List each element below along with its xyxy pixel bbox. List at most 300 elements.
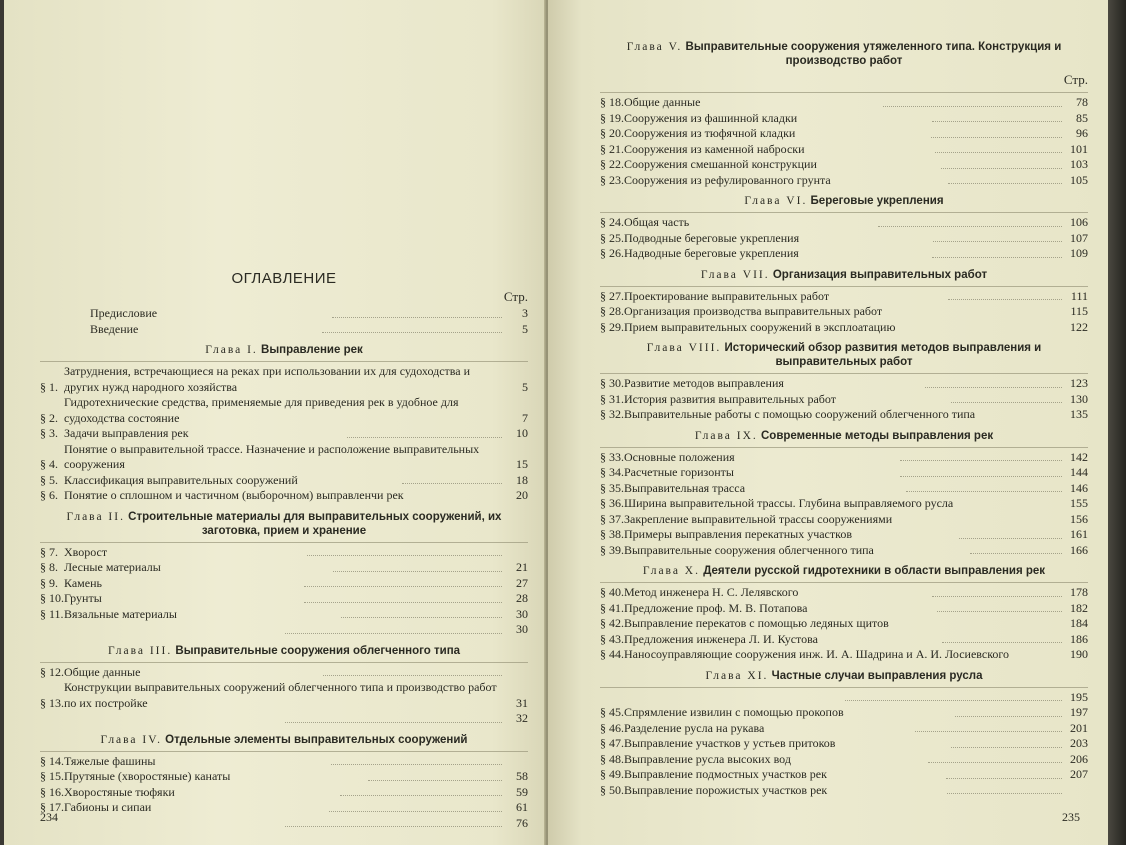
leader-dots bbox=[947, 793, 1062, 794]
leader-dots bbox=[285, 826, 502, 827]
entry-title: Хворостяные тюфяки bbox=[64, 784, 175, 799]
leader-dots bbox=[915, 731, 1062, 732]
entry-page: 59 bbox=[516, 784, 529, 799]
entry-page: 186 bbox=[1070, 631, 1089, 646]
leader-dots bbox=[931, 137, 1062, 138]
section-number: § 20. bbox=[600, 126, 624, 140]
toc-entry bbox=[600, 647, 1088, 663]
chapter-heading bbox=[600, 40, 1088, 68]
divider bbox=[600, 447, 1088, 448]
divider bbox=[40, 361, 528, 362]
toc-entry bbox=[600, 721, 1088, 737]
leader-dots bbox=[948, 299, 1062, 300]
section-number: § 8. bbox=[40, 560, 58, 574]
toc-entry bbox=[600, 142, 1088, 158]
toc-entry bbox=[600, 320, 1088, 336]
right-chapters bbox=[600, 40, 1088, 798]
toc-entry bbox=[600, 173, 1088, 189]
leader-dots bbox=[340, 795, 502, 796]
section-number: § 35. bbox=[600, 480, 624, 495]
toc-entry bbox=[600, 95, 1088, 111]
section-number: § 46. bbox=[600, 720, 624, 735]
section-number: § 33. bbox=[600, 449, 624, 464]
section-number: § 25. bbox=[600, 230, 624, 245]
section-number: § 22. bbox=[600, 157, 624, 171]
toc-entry bbox=[40, 680, 528, 711]
chapter-name: Выправительные сооружения утяжеленного типа. Конструкция и производство работ bbox=[685, 41, 1062, 67]
chapter-name: Исторический обзор развития методов выправления и выправительных работ bbox=[724, 342, 1042, 368]
entry-title: Выправительные работы с помощью сооружений облегченного типа bbox=[624, 407, 976, 421]
divider bbox=[600, 286, 1088, 287]
chapter-name: Частные случаи выправления русла bbox=[771, 669, 983, 682]
page-number-right: 235 bbox=[1062, 810, 1080, 824]
leader-dots bbox=[333, 571, 502, 572]
toc-entry bbox=[600, 111, 1088, 127]
section-number: § 42. bbox=[600, 616, 624, 630]
section-number: § 45. bbox=[600, 705, 624, 719]
entry-page: 18 bbox=[516, 472, 528, 487]
section-number: § 36. bbox=[600, 496, 624, 510]
entry-title: Прием выправительных сооружений в эксплоатацию bbox=[624, 319, 896, 334]
entry-title: Затруднения, встречающиеся на реках при использовании их для судоходства и других нужд народного хозяйства bbox=[64, 364, 471, 394]
entry-title: Введение bbox=[90, 321, 139, 336]
entry-title: Хворост bbox=[64, 544, 108, 559]
toc-entry bbox=[40, 545, 528, 561]
toc-entry bbox=[600, 616, 1088, 632]
leader-dots bbox=[932, 121, 1062, 122]
section-number: § 11. bbox=[40, 606, 64, 621]
entry-page: 195 bbox=[1070, 689, 1088, 704]
leader-dots bbox=[307, 555, 502, 556]
leader-dots bbox=[331, 764, 502, 765]
entry-page: 30 bbox=[516, 606, 528, 621]
entry-page: 109 bbox=[1070, 246, 1089, 260]
entry-page: 96 bbox=[1076, 126, 1089, 140]
section-number: § 17. bbox=[40, 800, 64, 814]
leader-dots bbox=[941, 168, 1062, 169]
chapter-heading bbox=[40, 644, 528, 658]
chapter-label: Глава I. bbox=[205, 344, 258, 356]
entry-title: Выправление русла высоких вод bbox=[624, 751, 791, 766]
entry-title: Общие данные bbox=[624, 95, 701, 109]
toc-entry bbox=[40, 591, 528, 607]
toc-entry bbox=[600, 289, 1088, 305]
entry-page: 58 bbox=[516, 769, 529, 783]
section-number: § 44. bbox=[600, 647, 624, 661]
toc-entry bbox=[40, 665, 528, 681]
leader-dots bbox=[878, 226, 1062, 227]
entry-page: 155 bbox=[1070, 496, 1088, 510]
book-edge bbox=[1108, 0, 1126, 845]
entry-title: Выправительные сооружения облегченного типа bbox=[624, 542, 874, 557]
toc-entry bbox=[600, 407, 1088, 423]
chapter-label: Глава IX. bbox=[694, 429, 758, 442]
entry-page: 156 bbox=[1070, 511, 1088, 526]
entry-page: 123 bbox=[1070, 376, 1089, 390]
divider bbox=[600, 212, 1088, 213]
leader-dots bbox=[329, 811, 502, 812]
page-column-header: Стр. bbox=[1063, 72, 1088, 87]
chapter-name: Береговые укрепления bbox=[810, 195, 944, 207]
entry-page: 135 bbox=[1070, 407, 1088, 421]
divider bbox=[600, 373, 1088, 374]
chapter-label: Глава X. bbox=[642, 565, 700, 577]
entry-title: Предисловие bbox=[90, 306, 158, 320]
section-number: § 32. bbox=[600, 407, 624, 421]
entry-title: Надводные береговые укрепления bbox=[624, 246, 799, 260]
section-number: § 48. bbox=[600, 751, 624, 766]
toc-entry bbox=[600, 157, 1088, 173]
toc-entry bbox=[40, 816, 528, 832]
entry-title: Сооружения из рефулированного грунта bbox=[624, 172, 831, 187]
toc-entry bbox=[40, 488, 528, 504]
toc-entry bbox=[600, 690, 1088, 706]
toc-entry bbox=[40, 576, 528, 592]
section-number: § 21. bbox=[600, 141, 624, 156]
entry-page: 184 bbox=[1070, 616, 1088, 630]
leader-dots bbox=[368, 780, 502, 781]
toc-entry bbox=[40, 473, 528, 489]
toc-entry bbox=[600, 496, 1088, 512]
chapter-heading bbox=[40, 343, 528, 357]
entry-page: 10 bbox=[516, 426, 529, 440]
toc-entry bbox=[600, 215, 1088, 231]
toc-entry bbox=[40, 322, 528, 338]
entry-page: 106 bbox=[1070, 215, 1089, 229]
chapter-heading bbox=[600, 669, 1088, 683]
chapter-label: Глава XI. bbox=[705, 669, 769, 682]
section-number: § 4. bbox=[40, 457, 58, 471]
section-number: § 9. bbox=[40, 575, 58, 590]
toc-entry bbox=[600, 231, 1088, 247]
entry-title: Камень bbox=[64, 575, 102, 590]
entry-title: Выправление перекатов с помощью ледяных щитов bbox=[624, 616, 889, 630]
entry-title: Выправление подмостных участков рек bbox=[624, 767, 827, 781]
entry-title: Разделение русла на рукава bbox=[624, 720, 765, 735]
leader-dots bbox=[959, 538, 1062, 539]
section-number: § 14. bbox=[40, 753, 64, 768]
section-number: § 37. bbox=[600, 511, 624, 526]
divider bbox=[40, 542, 528, 543]
entry-page: 206 bbox=[1070, 751, 1089, 766]
toc-entry bbox=[40, 754, 528, 770]
leader-dots bbox=[347, 437, 502, 438]
entry-page: 190 bbox=[1070, 647, 1088, 661]
section-number: § 47. bbox=[600, 736, 624, 750]
entry-title: Общая часть bbox=[624, 215, 690, 229]
entry-title: Выправление порожистых участков рек bbox=[624, 782, 828, 797]
entry-title: Основные положения bbox=[624, 449, 735, 464]
entry-page: 146 bbox=[1070, 480, 1089, 495]
entry-page: 111 bbox=[1070, 288, 1089, 303]
toc-title: ОГЛАВЛЕНИЕ bbox=[231, 270, 337, 287]
section-number: § 41. bbox=[600, 600, 624, 615]
entry-title: Конструкции выправительных сооружений облегченного типа и производство работ по их постройке bbox=[64, 680, 497, 710]
page-column-header: Стр. bbox=[503, 289, 528, 304]
entry-title: Метод инженера Н. С. Лелявского bbox=[624, 585, 799, 599]
toc-entry bbox=[600, 481, 1088, 497]
toc-entry bbox=[40, 442, 528, 473]
entry-title: Задачи выправления рек bbox=[64, 426, 189, 440]
entry-title: Общие данные bbox=[64, 664, 141, 679]
leader-dots bbox=[304, 602, 502, 603]
toc-entry bbox=[600, 601, 1088, 617]
entry-page: 201 bbox=[1070, 720, 1089, 735]
entry-page: 76 bbox=[516, 815, 528, 830]
entry-page: 101 bbox=[1070, 141, 1088, 156]
entry-page: 28 bbox=[516, 591, 529, 605]
chapter-name: Современные методы выправления рек bbox=[760, 429, 994, 442]
toc-entry bbox=[600, 752, 1088, 768]
toc-entry bbox=[600, 527, 1088, 543]
toc-entry bbox=[600, 736, 1088, 752]
section-number: § 28. bbox=[600, 304, 624, 318]
entry-page: 5 bbox=[522, 321, 528, 336]
entry-title: Выправление участков у устьев притоков bbox=[624, 736, 836, 750]
section-number: § 23. bbox=[600, 172, 624, 187]
section-number: § 7. bbox=[40, 544, 58, 559]
entry-title: Предложения инженера Л. И. Кустова bbox=[624, 631, 818, 646]
leader-dots bbox=[402, 483, 502, 484]
section-number: § 5. bbox=[40, 472, 58, 487]
toc-entry bbox=[40, 426, 528, 442]
entry-page: 3 bbox=[522, 306, 528, 320]
entry-title: Тяжелые фашины bbox=[64, 753, 156, 768]
leader-dots bbox=[955, 716, 1062, 717]
toc-entry bbox=[40, 364, 528, 395]
section-number: § 30. bbox=[600, 376, 624, 390]
entry-title: Сооружения из каменной наброски bbox=[624, 141, 805, 156]
entry-page: 107 bbox=[1070, 230, 1088, 245]
leader-dots bbox=[906, 491, 1062, 492]
divider bbox=[600, 92, 1088, 93]
chapter-heading bbox=[40, 733, 528, 747]
section-number: § 26. bbox=[600, 246, 624, 260]
section-number: § 38. bbox=[600, 527, 624, 541]
toc-entry bbox=[600, 465, 1088, 481]
leader-dots bbox=[937, 611, 1062, 612]
chapter-name: Выправительные сооружения облегченного типа bbox=[175, 644, 461, 657]
toc-entry bbox=[40, 622, 528, 638]
chapter-label: Глава VIII. bbox=[646, 342, 722, 354]
entry-title: Гидротехнические средства, применяемые для приведения рек в удобное для судоходства состояние bbox=[64, 395, 459, 425]
toc-entry bbox=[600, 783, 1088, 799]
leader-dots bbox=[928, 762, 1062, 763]
leader-dots bbox=[341, 617, 502, 618]
section-number: § 34. bbox=[600, 465, 624, 479]
entry-page: 20 bbox=[516, 488, 528, 502]
section-number: § 27. bbox=[600, 288, 624, 303]
toc-entry bbox=[40, 769, 528, 785]
intro-entries bbox=[40, 306, 528, 337]
leader-dots bbox=[932, 596, 1062, 597]
entry-title: Сооружения из тюфячной кладки bbox=[624, 126, 796, 140]
toc-entry bbox=[600, 512, 1088, 528]
entry-page: 197 bbox=[1070, 705, 1089, 719]
entry-page: 166 bbox=[1070, 542, 1088, 557]
section-number: § 31. bbox=[600, 391, 624, 406]
entry-page: 203 bbox=[1070, 736, 1089, 750]
chapter-name: Организация выправительных работ bbox=[772, 268, 988, 281]
entry-title: Предложение проф. М. В. Потапова bbox=[624, 600, 808, 615]
leader-dots bbox=[932, 257, 1062, 258]
leader-dots bbox=[946, 778, 1062, 779]
toc-entry bbox=[600, 543, 1088, 559]
leader-dots bbox=[845, 700, 1062, 701]
section-number: § 10. bbox=[40, 591, 64, 605]
entry-title: Габионы и сипаи bbox=[64, 800, 152, 814]
entry-page: 130 bbox=[1070, 391, 1088, 406]
divider bbox=[40, 662, 528, 663]
entry-title: Прутяные (хворостяные) канаты bbox=[64, 769, 231, 783]
entry-page: 78 bbox=[1076, 95, 1088, 109]
entry-title: Лесные материалы bbox=[64, 560, 161, 574]
entry-page: 103 bbox=[1070, 157, 1089, 171]
toc-entry bbox=[600, 585, 1088, 601]
section-number: § 16. bbox=[40, 784, 64, 799]
chapter-name: Строительные материалы для выправительных сооружений, их заготовка, прием и хранение bbox=[128, 510, 502, 537]
entry-page: 30 bbox=[516, 622, 528, 636]
section-number: § 2. bbox=[40, 410, 58, 425]
toc-entry bbox=[600, 126, 1088, 142]
entry-title: Сооружения смешанной конструкции bbox=[624, 157, 817, 171]
entry-page: 7 bbox=[522, 410, 528, 425]
entry-page: 61 bbox=[516, 800, 529, 814]
entry-page: 142 bbox=[1070, 449, 1089, 464]
section-number: § 18. bbox=[600, 95, 624, 109]
section-number: § 15. bbox=[40, 769, 64, 783]
toc-entry bbox=[600, 376, 1088, 392]
entry-title: Сооружения из фашинной кладки bbox=[624, 110, 798, 125]
chapter-heading bbox=[600, 341, 1088, 369]
leader-dots bbox=[285, 722, 502, 723]
entry-page: 122 bbox=[1070, 319, 1088, 334]
section-number: § 6. bbox=[40, 488, 58, 502]
leader-dots bbox=[883, 106, 1062, 107]
entry-page: 15 bbox=[516, 457, 528, 471]
page-number-left: 234 bbox=[40, 810, 58, 824]
section-number: § 24. bbox=[600, 215, 624, 229]
chapter-heading bbox=[600, 564, 1088, 578]
chapter-heading bbox=[40, 510, 528, 538]
leader-dots bbox=[925, 387, 1062, 388]
entry-title: История развития выправительных работ bbox=[624, 391, 836, 406]
entry-title: Закрепление выправительной трассы сооружениями bbox=[624, 511, 893, 526]
chapter-name: Деятели русской гидротехники в области выправления рек bbox=[703, 565, 1046, 577]
leader-dots bbox=[900, 460, 1062, 461]
leader-dots bbox=[285, 633, 502, 634]
entry-page: 207 bbox=[1070, 767, 1089, 781]
entry-title: Расчетные горизонты bbox=[624, 465, 734, 479]
entry-title: Развитие методов выправления bbox=[624, 376, 784, 390]
entry-page: 115 bbox=[1070, 304, 1088, 318]
entry-page: 27 bbox=[516, 575, 528, 590]
entry-title: Выправительная трасса bbox=[624, 480, 746, 495]
leader-dots bbox=[951, 402, 1062, 403]
toc-entry bbox=[40, 711, 528, 727]
chapter-heading bbox=[600, 429, 1088, 443]
divider bbox=[600, 687, 1088, 688]
toc-entry bbox=[600, 705, 1088, 721]
leader-dots bbox=[970, 553, 1062, 554]
entry-title: Примеры выправления перекатных участков bbox=[624, 527, 853, 541]
section-number: § 43. bbox=[600, 631, 624, 646]
section-number: § 50. bbox=[600, 782, 624, 797]
entry-page: 85 bbox=[1076, 110, 1089, 125]
entry-page: 32 bbox=[516, 711, 528, 725]
leader-dots bbox=[933, 241, 1062, 242]
leader-dots bbox=[900, 476, 1062, 477]
section-number: § 1. bbox=[40, 379, 58, 394]
entry-page: 161 bbox=[1070, 527, 1088, 541]
toc-entry bbox=[40, 785, 528, 801]
section-number: § 40. bbox=[600, 585, 624, 599]
leader-dots bbox=[951, 747, 1062, 748]
chapter-name: Отдельные элементы выправительных сооружений bbox=[165, 733, 468, 746]
leader-dots bbox=[323, 675, 502, 676]
toc-entry bbox=[40, 395, 528, 426]
divider bbox=[40, 751, 528, 752]
left-chapters bbox=[40, 343, 528, 831]
entry-page: 21 bbox=[516, 560, 529, 574]
entry-title: Ширина выправительной трассы. Глубина выправляемого русла bbox=[624, 496, 954, 510]
chapter-label: Глава II. bbox=[66, 510, 125, 523]
toc-entry bbox=[600, 767, 1088, 783]
section-number: § 39. bbox=[600, 542, 624, 557]
entry-page: 182 bbox=[1070, 600, 1089, 615]
entry-page: 31 bbox=[516, 695, 528, 710]
right-page bbox=[548, 0, 1108, 845]
leader-dots bbox=[304, 586, 502, 587]
chapter-label: Глава IV. bbox=[100, 733, 162, 746]
entry-page: 105 bbox=[1070, 172, 1088, 187]
chapter-heading bbox=[600, 268, 1088, 282]
chapter-label: Глава VII. bbox=[700, 268, 770, 281]
left-page bbox=[4, 0, 546, 845]
toc-entry bbox=[40, 607, 528, 623]
entry-title: Грунты bbox=[64, 591, 102, 605]
section-number: § 29. bbox=[600, 319, 624, 334]
section-number: § 3. bbox=[40, 426, 58, 440]
chapter-name: Выправление рек bbox=[261, 344, 363, 356]
toc-entry bbox=[600, 246, 1088, 262]
entry-title: Подводные береговые укрепления bbox=[624, 230, 800, 245]
chapter-label: Глава VI. bbox=[744, 195, 808, 207]
chapter-label: Глава V. bbox=[626, 41, 683, 53]
toc-entry bbox=[600, 392, 1088, 408]
toc-entry bbox=[600, 450, 1088, 466]
divider bbox=[600, 582, 1088, 583]
section-number: § 13. bbox=[40, 695, 64, 710]
entry-page: 5 bbox=[522, 379, 528, 394]
leader-dots bbox=[948, 183, 1062, 184]
entry-title: Наносоуправляющие сооружения инж. И. А. Шадрина и А. И. Лосиевского bbox=[624, 647, 1010, 661]
toc-entry bbox=[40, 306, 528, 322]
toc-entry bbox=[40, 800, 528, 816]
leader-dots bbox=[935, 152, 1062, 153]
entry-title: Организация производства выправительных работ bbox=[624, 304, 883, 318]
entry-title: Спрямление извилин с помощью прокопов bbox=[624, 705, 844, 719]
toc-entry bbox=[40, 560, 528, 576]
toc-entry bbox=[600, 632, 1088, 648]
entry-title: Понятие о сплошном и частичном (выборочном) выправленчи рек bbox=[64, 488, 404, 502]
entry-title: Понятие о выправительной трассе. Назначение и расположение выправительных сооружения bbox=[64, 441, 480, 471]
toc-entry bbox=[600, 304, 1088, 320]
chapter-heading bbox=[600, 194, 1088, 208]
section-number: § 49. bbox=[600, 767, 624, 781]
leader-dots bbox=[322, 332, 502, 333]
entry-page: 178 bbox=[1070, 585, 1089, 599]
